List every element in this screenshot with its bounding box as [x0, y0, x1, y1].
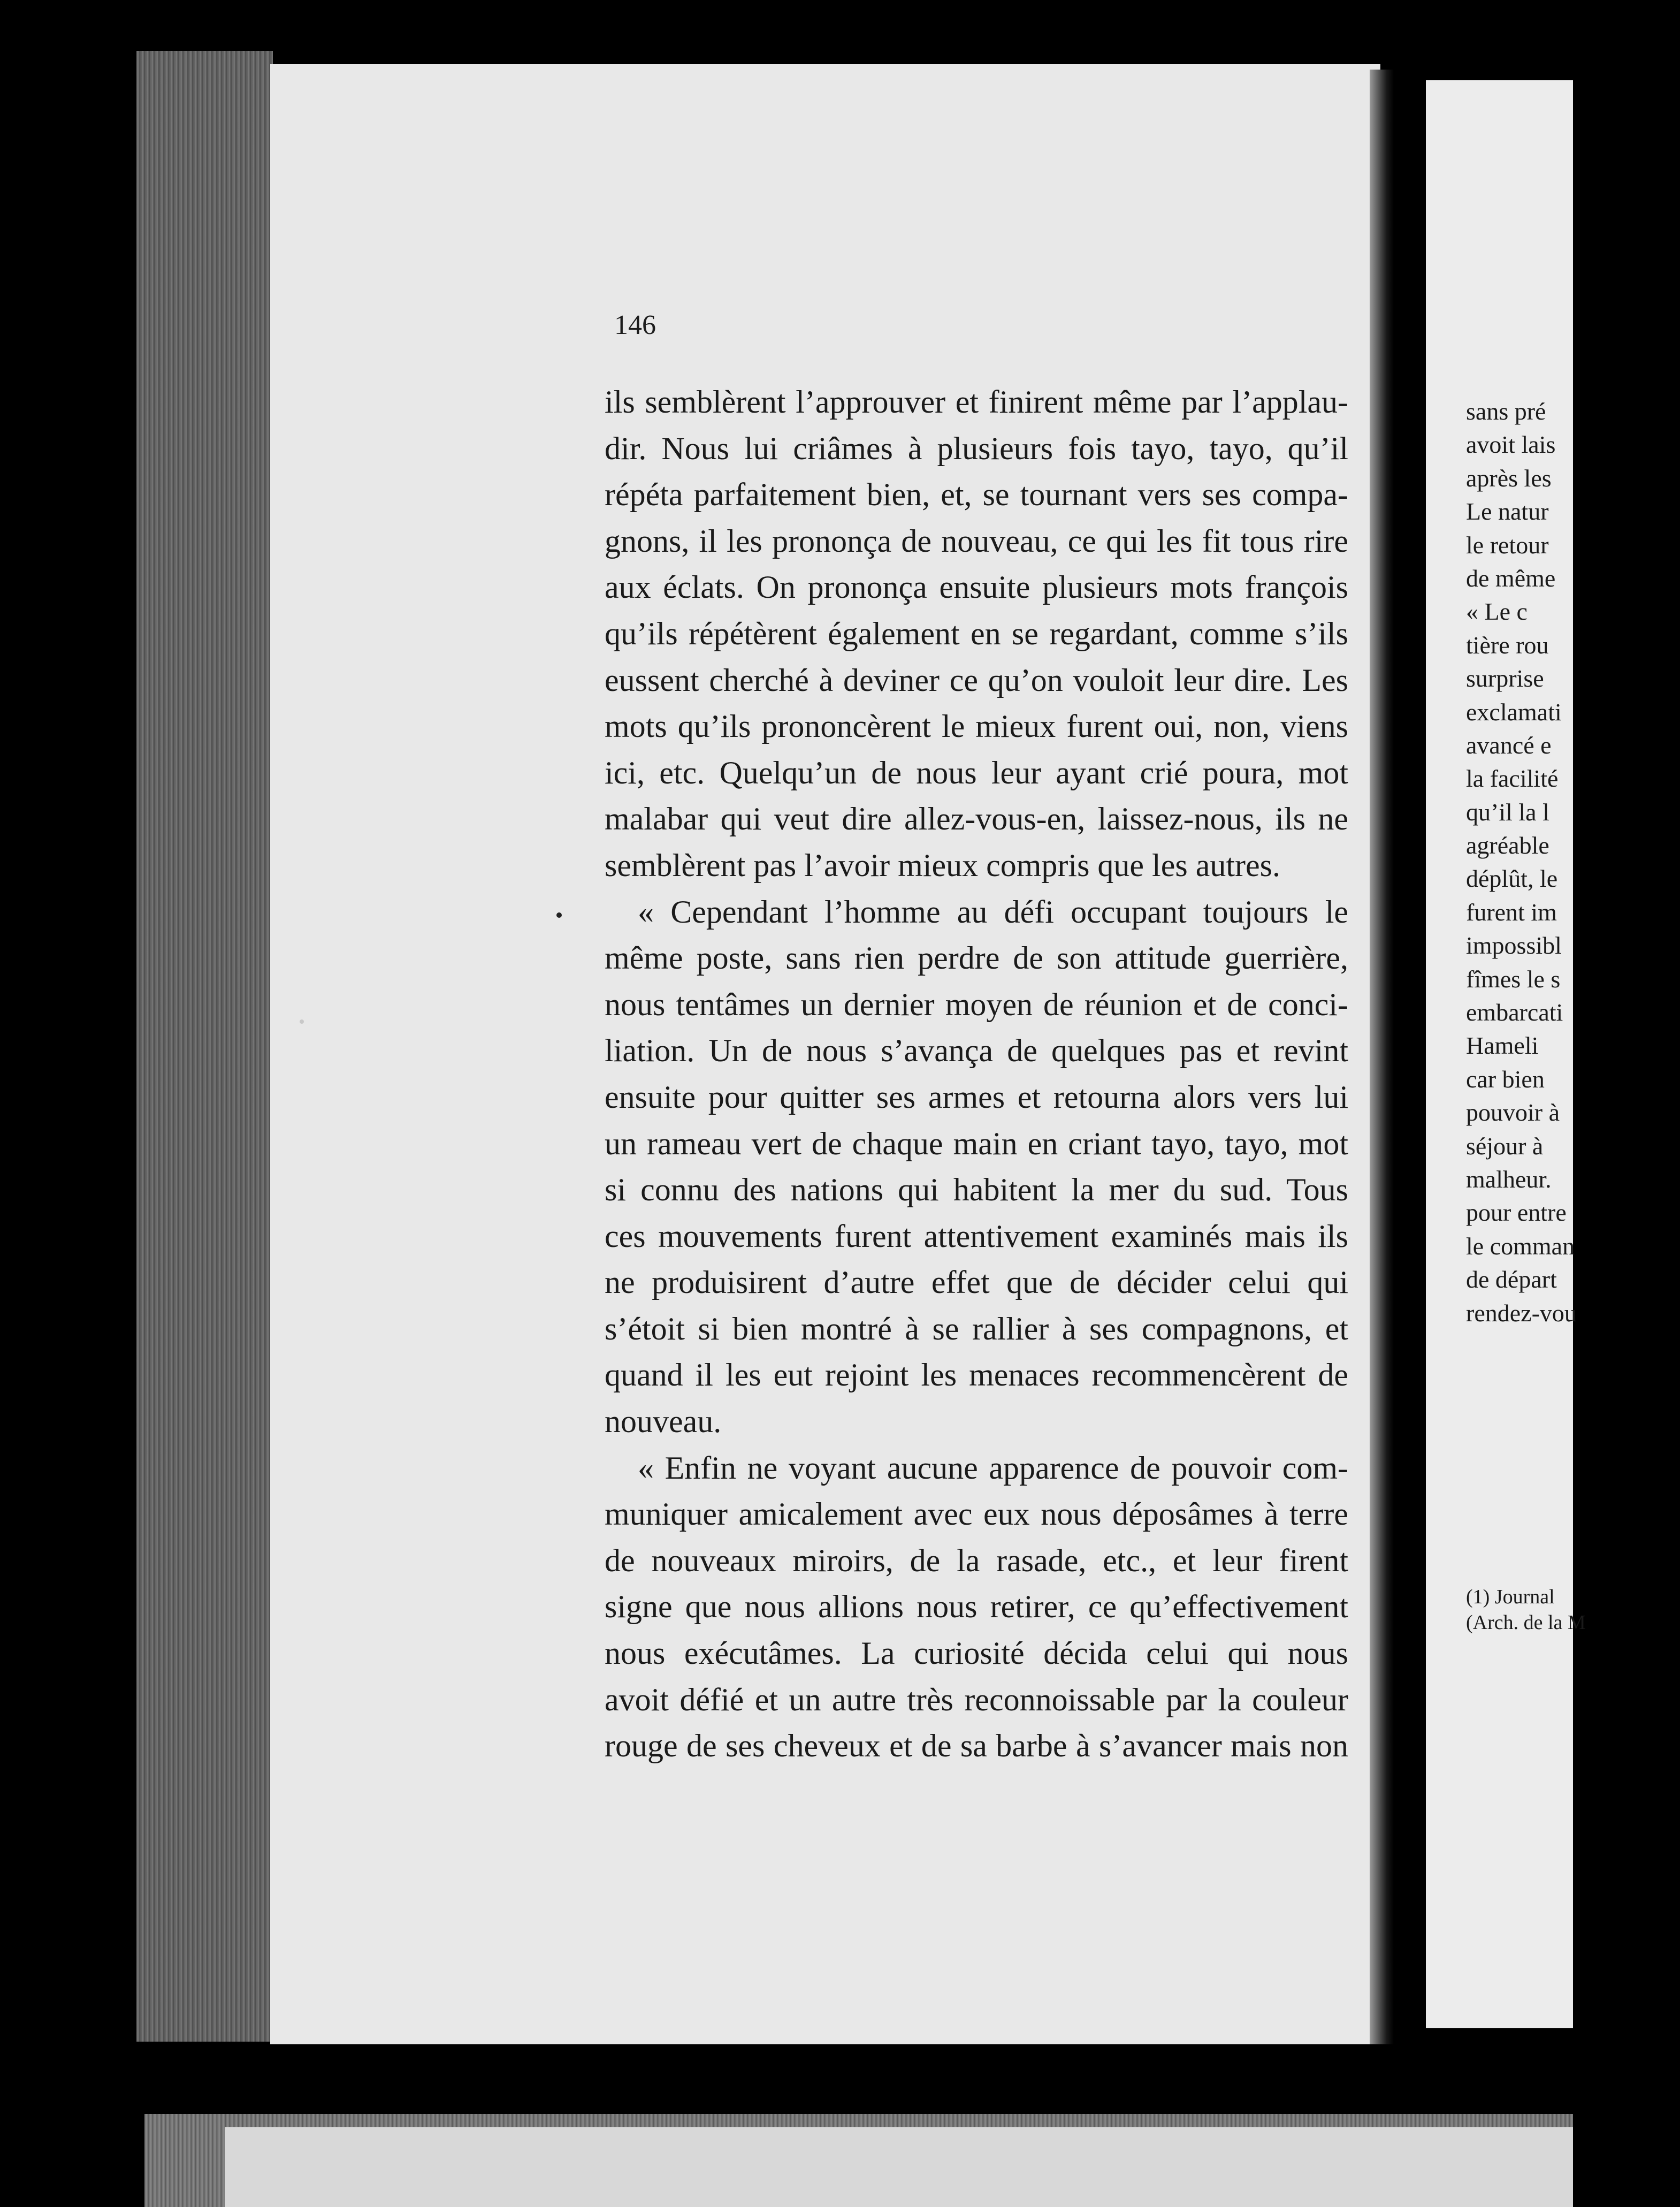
body-text — [605, 379, 1348, 1769]
text-line: quand il les eut rejoint les menaces recommencèrent de — [605, 1357, 1348, 1393]
text-line: muniquer amicalement avec eux nous déposâmes à terre — [605, 1496, 1348, 1532]
book-gutter — [1370, 70, 1394, 2044]
text-line: répéta parfaitement bien, et, se tournant vers ses compa- — [605, 477, 1348, 513]
right-line: agréable — [1466, 832, 1549, 859]
text-line: signe que nous allions nous retirer, ce qu’effectivement — [605, 1589, 1348, 1625]
right-line: Hameli — [1466, 1032, 1539, 1060]
text-line: ne produisirent d’autre effet que de décider celui qui — [605, 1265, 1348, 1300]
dust-speck — [300, 1019, 304, 1024]
right-line: car bien — [1466, 1065, 1545, 1093]
right-line: pour entre — [1466, 1199, 1567, 1227]
right-line: malheur. — [1466, 1165, 1552, 1193]
text-line: avoit défié et un autre très reconnoissable par la couleur — [605, 1681, 1348, 1717]
right-line: exclamati — [1466, 698, 1562, 726]
right-line: qu’il la l — [1466, 798, 1549, 826]
text-line: semblèrent pas l’avoir mieux compris que les autres. — [605, 847, 1280, 883]
text-line: même poste, sans rien perdre de son attitude guerrière, — [605, 940, 1348, 976]
text-line: qu’ils répétèrent également en se regardant, comme s’ils — [605, 615, 1348, 651]
right-page-footnote — [1466, 1584, 1680, 1635]
footnote-line: (1) Journal — [1466, 1586, 1555, 1608]
text-line: ensuite pour quitter ses armes et retourna alors vers lui — [605, 1079, 1348, 1115]
right-line: le comman — [1466, 1232, 1575, 1260]
right-line: fîmes le s — [1466, 965, 1561, 993]
right-page — [1426, 80, 1586, 2028]
text-line: ici, etc. Quelqu’un de nous leur ayant crié poura, mot — [605, 755, 1348, 790]
right-line: de départ — [1466, 1266, 1557, 1293]
right-line: tière rou — [1466, 631, 1549, 659]
text-line: s’étoit si bien montré à se rallier à ses compagnons, et — [605, 1311, 1348, 1346]
text-line: dir. Nous lui criâmes à plusieurs fois tayo, tayo, qu’il — [605, 430, 1348, 466]
text-line: nous tentâmes un dernier moyen de réunion et de conci- — [605, 986, 1348, 1022]
text-line: un rameau vert de chaque main en criant tayo, tayo, mot — [605, 1125, 1348, 1161]
right-page-text — [1466, 395, 1680, 1330]
text-line: nouveau. — [605, 1404, 722, 1440]
text-line: gnons, il les prononça de nouveau, ce qui les fit tous rire — [605, 523, 1348, 559]
next-page-strip — [225, 2127, 1573, 2207]
right-line: surprise — [1466, 665, 1544, 692]
book-page-edges — [136, 51, 273, 2042]
right-line: après les — [1466, 464, 1552, 492]
page-number: 146 — [614, 310, 656, 340]
right-line: de même — [1466, 564, 1556, 592]
text-line: rouge de ses cheveux et de sa barbe à s’avancer mais non — [605, 1728, 1348, 1764]
right-line: le retour — [1466, 531, 1549, 559]
right-line: rendez-vou — [1466, 1299, 1577, 1327]
text-line: aux éclats. On prononça ensuite plusieurs mots françois — [605, 569, 1348, 605]
text-line: de nouveaux miroirs, de la rasade, etc., et leur firent — [605, 1542, 1348, 1578]
text-line: liation. Un de nous s’avança de quelques pas et revint — [605, 1033, 1348, 1069]
right-line: avancé e — [1466, 731, 1552, 759]
text-line: ces mouvements furent attentivement examinés mais ils — [605, 1218, 1348, 1254]
text-line: si connu des nations qui habitent la mer du sud. Tous — [605, 1172, 1348, 1208]
right-line: Le natur — [1466, 498, 1549, 526]
right-line: « Le c — [1466, 598, 1528, 626]
right-line: déplût, le — [1466, 865, 1558, 893]
right-line: pouvoir à — [1466, 1099, 1560, 1127]
right-line: embarcati — [1466, 999, 1563, 1026]
right-line: sans pré — [1466, 398, 1546, 425]
text-line: « Enfin ne voyant aucune apparence de pouvoir com- — [638, 1450, 1348, 1486]
text-line: « Cependant l’homme au défi occupant toujours le — [638, 894, 1348, 930]
right-line: la facilité — [1466, 765, 1559, 793]
right-line: furent im — [1466, 898, 1557, 926]
text-line: eussent cherché à deviner ce qu’on vouloit leur dire. Les — [605, 662, 1348, 698]
right-line: impossibl — [1466, 932, 1562, 960]
text-line: nous exécutâmes. La curiosité décida celui qui nous — [605, 1635, 1348, 1671]
footnote-line: (Arch. de la M — [1466, 1611, 1586, 1634]
dust-speck — [556, 912, 562, 918]
right-line: séjour à — [1466, 1132, 1544, 1160]
text-line: mots qu’ils prononcèrent le mieux furent oui, non, viens — [605, 709, 1348, 744]
text-line: malabar qui veut dire allez-vous-en, laissez-nous, ils ne — [605, 801, 1348, 837]
text-line: ils semblèrent l’approuver et finirent même par l’applau- — [605, 384, 1348, 420]
right-line: avoit lais — [1466, 431, 1556, 459]
